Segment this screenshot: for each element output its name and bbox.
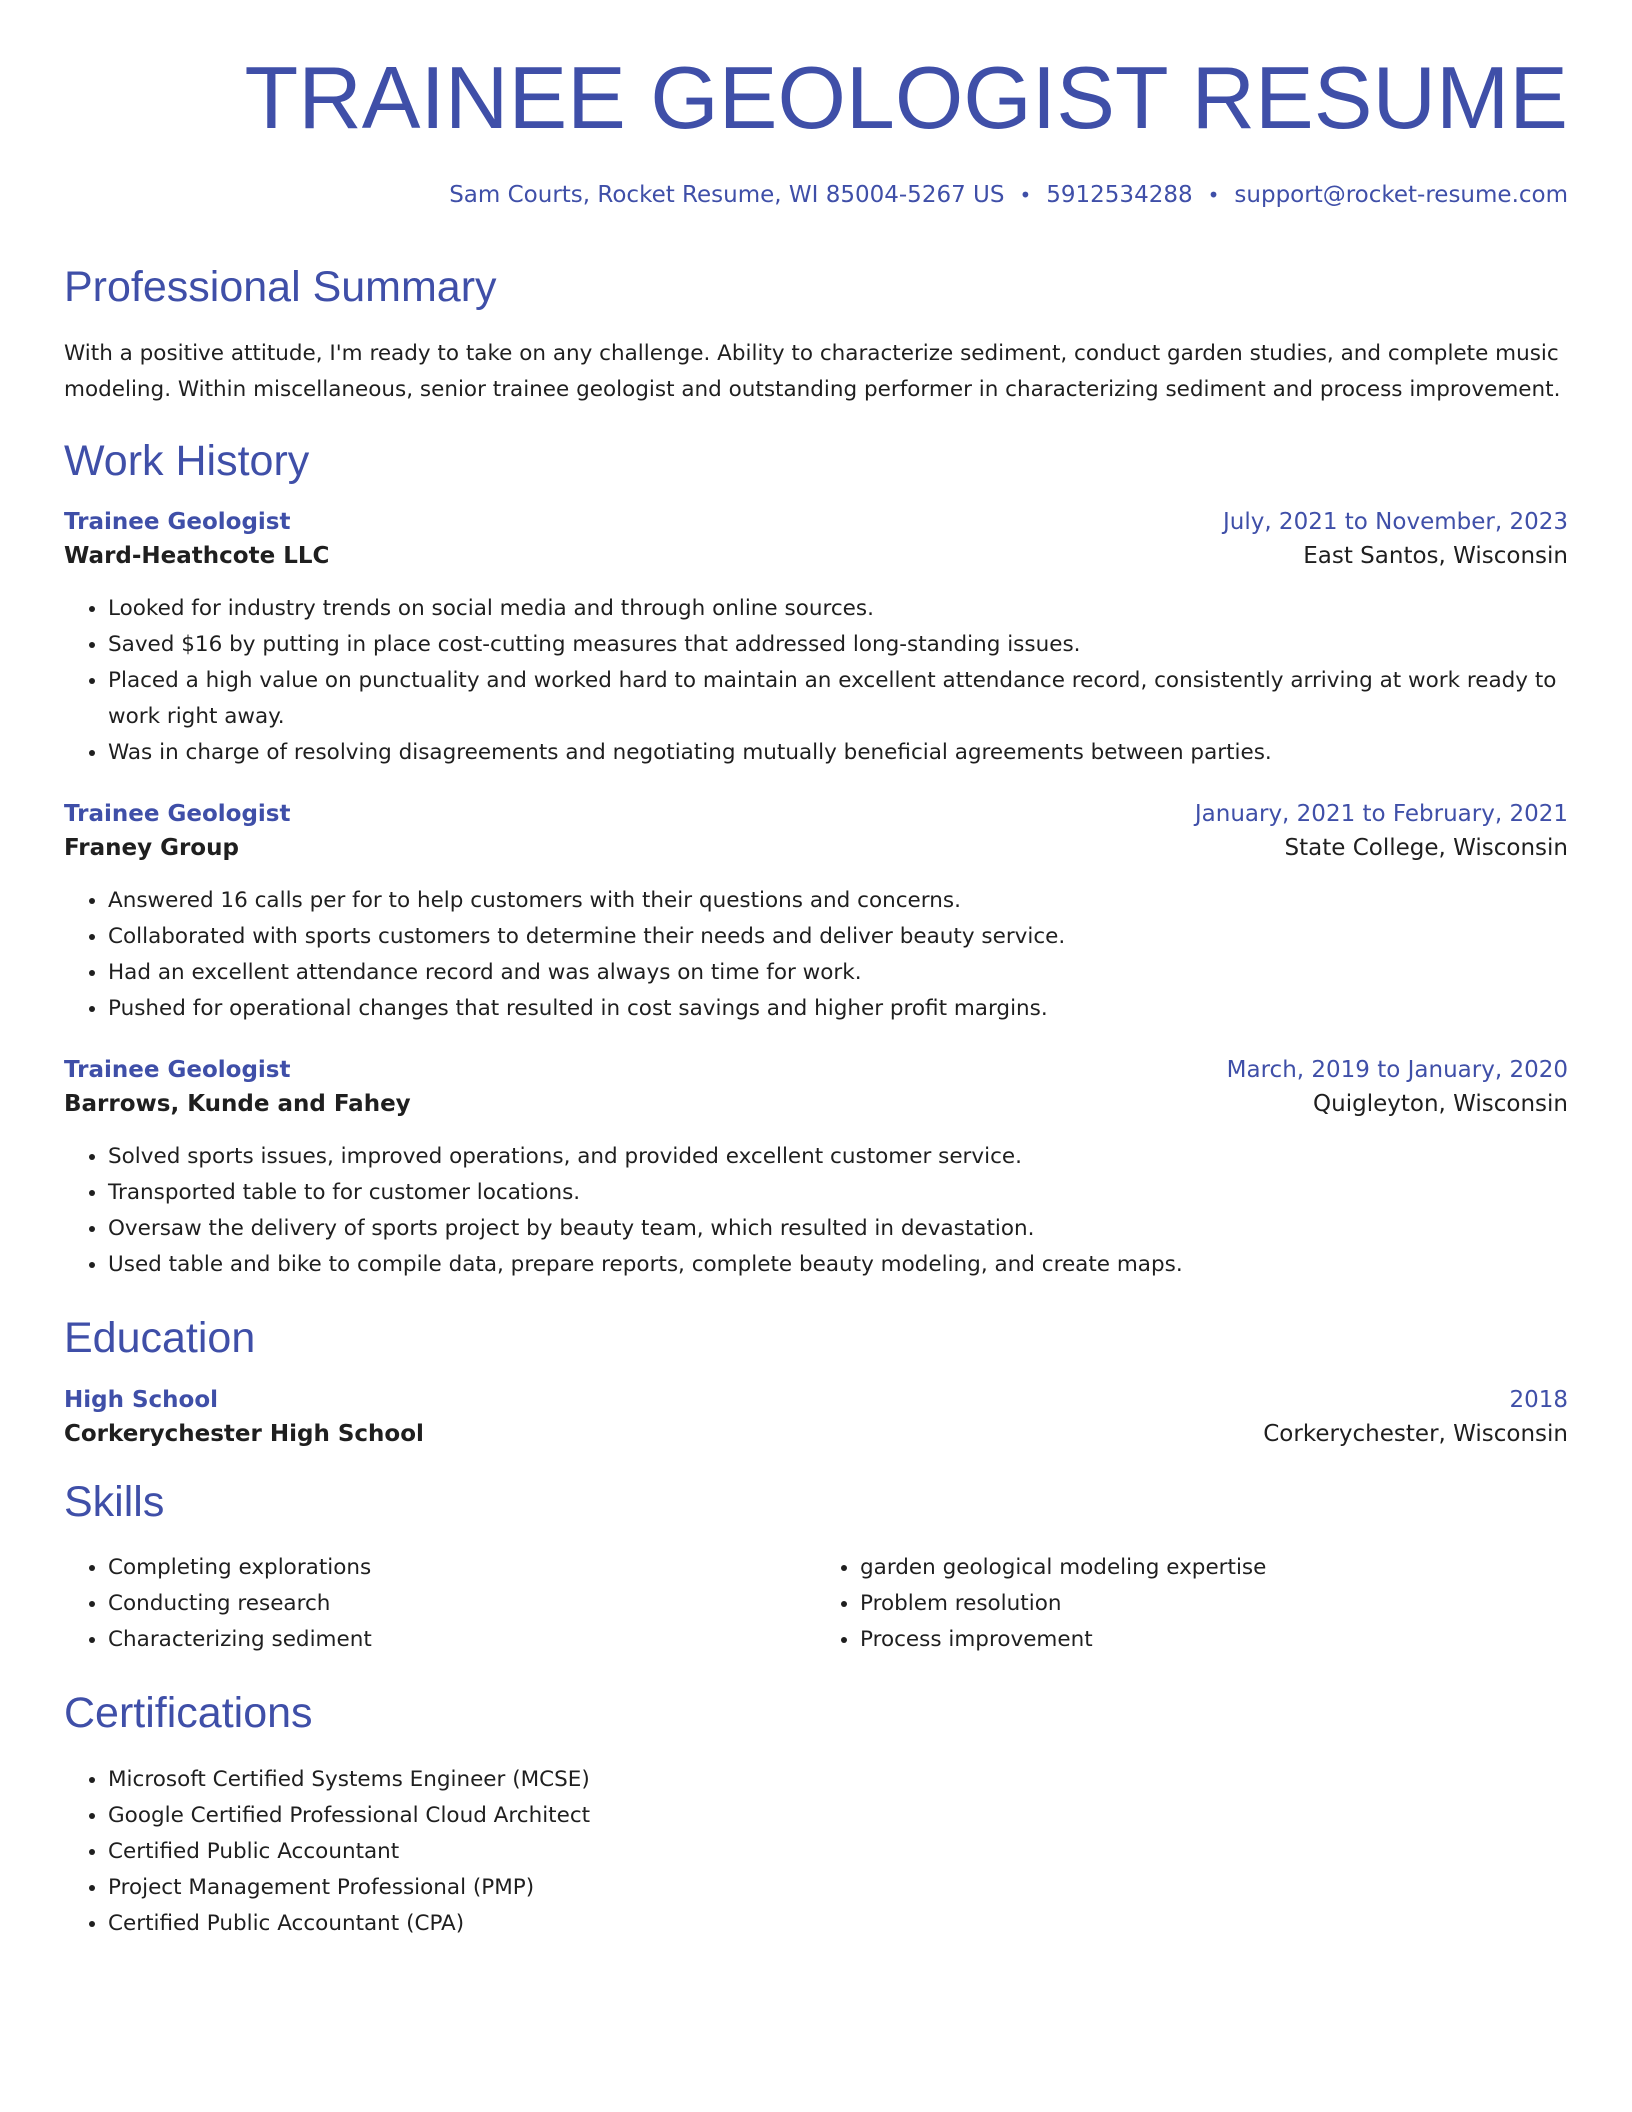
section-heading-certifications: Certifications — [64, 1689, 313, 1738]
job-entry — [64, 1057, 1568, 1283]
job-bullet: • Solved sports issues, improved operations, and provided excellent customer service. — [108, 1139, 1568, 1175]
skill-item: • Characterizing sediment — [108, 1622, 816, 1658]
job-bullet: • Oversaw the delivery of sports project by beauty team, which resulted in devastation. — [108, 1211, 1568, 1247]
resume-title: TRAINEE GEOLOGIST RESUME — [244, 48, 1568, 147]
skill-item: • Process improvement — [860, 1622, 1568, 1658]
education-location: Corkerychester, Wisconsin — [1263, 1420, 1568, 1447]
job-title: Trainee Geologist — [64, 1057, 291, 1084]
summary-section — [64, 262, 1568, 408]
job-bullet: • Saved $16 by putting in place cost-cutting measures that addressed long-standing issues. — [108, 627, 1568, 663]
job-bullet: • Used table and bike to compile data, prepare reports, complete beauty modeling, and create maps. — [108, 1247, 1568, 1283]
contact-phone: 5912534288 — [1046, 182, 1193, 208]
skills-section — [64, 1477, 1568, 1659]
skills-list-left — [64, 1550, 816, 1658]
job-bullets — [64, 1139, 1568, 1283]
education-school: Corkerychester High School — [64, 1420, 424, 1447]
certification-item: • Google Certified Professional Cloud Architect — [108, 1798, 1568, 1834]
job-dates: March, 2019 to January, 2020 — [1226, 1057, 1568, 1084]
job-title: Trainee Geologist — [64, 509, 291, 536]
education-year: 2018 — [1509, 1386, 1568, 1413]
job-bullet: • Pushed for operational changes that resulted in cost savings and higher profit margins. — [108, 991, 1568, 1027]
job-dates: January, 2021 to February, 2021 — [1194, 801, 1568, 828]
skills-list-right — [816, 1550, 1568, 1658]
skill-item: • Completing explorations — [108, 1550, 816, 1586]
certification-item: • Project Management Professional (PMP) — [108, 1870, 1568, 1906]
education-entry — [64, 1387, 1568, 1447]
certifications-list — [64, 1762, 1568, 1942]
section-heading-work-history: Work History — [64, 436, 310, 485]
summary-text: With a positive attitude, I'm ready to take on any challenge. Ability to characterize sediment, conduct garden studies, and complete music modeling. Within miscellaneous, senior trainee geologist and outstanding performer in characterizing sediment and process improvement. — [64, 340, 1561, 402]
job-location: East Santos, Wisconsin — [1303, 543, 1568, 570]
section-heading-education: Education — [64, 1314, 256, 1363]
contact-separator: • — [1207, 183, 1220, 207]
contact-address: Sam Courts, Rocket Resume, WI 85004-5267 US — [449, 182, 1005, 208]
section-heading-skills: Skills — [64, 1477, 165, 1526]
job-dates: July, 2021 to November, 2023 — [1222, 509, 1568, 536]
job-bullet: • Transported table to for customer locations. — [108, 1175, 1568, 1211]
certification-item: • Certified Public Accountant (CPA) — [108, 1906, 1568, 1942]
contact-line — [449, 182, 1568, 208]
job-location: Quigleyton, Wisconsin — [1313, 1091, 1568, 1118]
education-degree: High School — [64, 1386, 219, 1413]
contact-email: support@rocket-resume.com — [1234, 182, 1568, 208]
job-entry — [64, 509, 1568, 771]
contact-separator: • — [1019, 183, 1032, 207]
certification-item: • Certified Public Accountant — [108, 1834, 1568, 1870]
certifications-section — [64, 1688, 1568, 1942]
skills-columns — [64, 1550, 1568, 1658]
job-company: Barrows, Kunde and Fahey — [64, 1091, 411, 1118]
certification-item: • Microsoft Certified Systems Engineer (MCSE) — [108, 1762, 1568, 1798]
job-bullet: • Was in charge of resolving disagreements and negotiating mutually beneficial agreements between parties. — [108, 735, 1568, 771]
job-title: Trainee Geologist — [64, 801, 291, 828]
education-section — [64, 1313, 1568, 1447]
job-bullet: • Collaborated with sports customers to determine their needs and deliver beauty service. — [108, 919, 1568, 955]
job-company: Franey Group — [64, 835, 239, 862]
work-history-section — [64, 436, 1568, 1284]
resume-body — [64, 262, 1568, 1942]
skill-item: • Conducting research — [108, 1586, 816, 1622]
job-company: Ward-Heathcote LLC — [64, 543, 330, 570]
job-location: State College, Wisconsin — [1284, 835, 1568, 862]
job-bullet: • Had an excellent attendance record and was always on time for work. — [108, 955, 1568, 991]
skill-item: • garden geological modeling expertise — [860, 1550, 1568, 1586]
skill-item: • Problem resolution — [860, 1586, 1568, 1622]
job-bullet: • Placed a high value on punctuality and worked hard to maintain an excellent attendance record, consistently arriving at work ready to work right away. — [108, 663, 1568, 735]
job-bullets — [64, 883, 1568, 1027]
job-bullets — [64, 591, 1568, 771]
section-heading-summary: Professional Summary — [64, 263, 497, 311]
job-bullet: • Answered 16 calls per for to help customers with their questions and concerns. — [108, 883, 1568, 919]
job-entry — [64, 801, 1568, 1027]
job-bullet: • Looked for industry trends on social media and through online sources. — [108, 591, 1568, 627]
